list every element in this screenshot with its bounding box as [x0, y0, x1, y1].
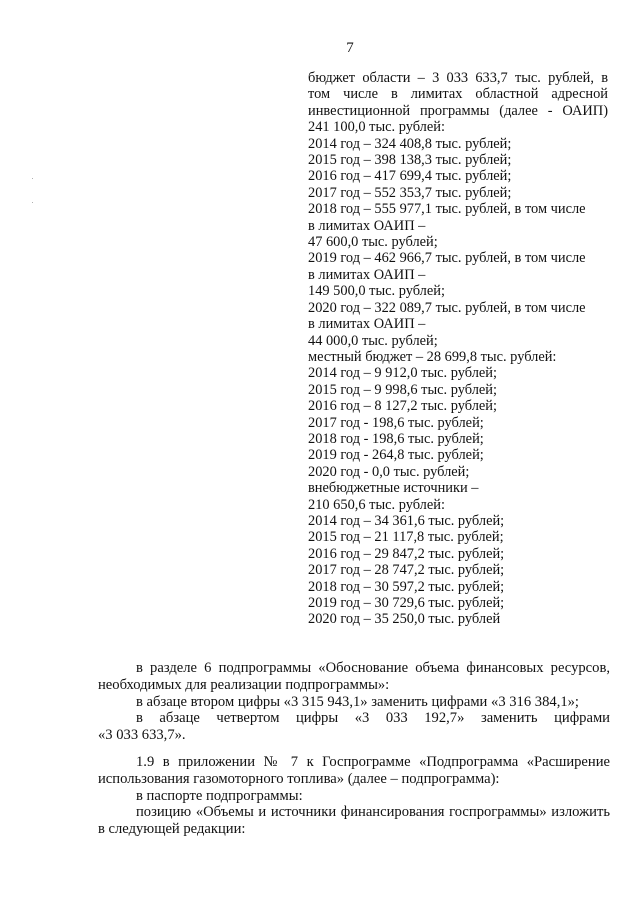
funding-line: 2016 год – 8 127,2 тыс. рублей;	[308, 398, 497, 415]
body-text	[98, 660, 610, 838]
margin-speck	[32, 202, 33, 203]
paragraph-passport: в паспорте подпрограммы:	[136, 787, 303, 804]
funding-line: бюджет области – 3 033 633,7 тыс. рублей, в	[308, 70, 608, 86]
funding-line: 2017 год - 198,6 тыс. рублей;	[308, 414, 484, 431]
page-number: 7	[346, 40, 354, 56]
funding-line: 2018 год – 30 597,2 тыс. рублей;	[308, 578, 505, 595]
funding-line: 2017 год – 28 747,2 тыс. рублей;	[308, 562, 505, 579]
funding-line: в лимитах ОАИП –	[308, 217, 426, 234]
funding-line: 241 100,0 тыс. рублей:	[308, 119, 445, 136]
funding-line: 2014 год – 34 361,6 тыс. рублей;	[308, 512, 505, 529]
paragraph-second-abzats: в абзаце втором цифры «3 315 943,1» заменить цифрами «3 316 384,1»;	[136, 693, 579, 710]
paragraph-fourth-abzats: в абзаце четвертом цифры «3 033 192,7» заменить цифрами	[136, 710, 610, 727]
funding-line: 2019 год – 30 729,6 тыс. рублей;	[308, 595, 505, 611]
funding-line: 2014 год – 324 408,8 тыс. рублей;	[308, 135, 512, 152]
funding-line: 2015 год – 21 117,8 тыс. рублей;	[308, 529, 504, 546]
funding-line: 2015 год – 398 138,3 тыс. рублей;	[308, 152, 512, 169]
funding-line: внебюджетные источники –	[308, 480, 479, 497]
funding-line: 2019 год – 462 966,7 тыс. рублей, в том числе	[308, 250, 586, 267]
paragraph-position: позицию «Объемы и источники финансирования госпрограммы» изложить в следующей редакции:	[98, 804, 610, 838]
funding-line: 2020 год – 322 089,7 тыс. рублей, в том числе	[308, 299, 586, 316]
funding-line: в лимитах ОАИП –	[308, 316, 426, 333]
funding-line: 44 000,0 тыс. рублей;	[308, 332, 438, 349]
funding-line: 2016 год – 29 847,2 тыс. рублей;	[308, 545, 505, 562]
margin-speck	[32, 178, 33, 179]
paragraph-section-6: в разделе 6 подпрограммы «Обоснование объема финансовых ресурсов, необходимых для реализации подпрограммы»:	[98, 660, 610, 693]
funding-line: 2016 год – 417 699,4 тыс. рублей;	[308, 168, 512, 185]
funding-line: в лимитах ОАИП –	[308, 266, 426, 283]
funding-line: 47 600,0 тыс. рублей;	[308, 234, 438, 251]
funding-line: том числе в лимитах областной адресной	[308, 86, 608, 103]
funding-line: 149 500,0 тыс. рублей;	[308, 283, 445, 300]
funding-line: 2018 год - 198,6 тыс. рублей;	[308, 430, 484, 447]
funding-line: 2014 год – 9 912,0 тыс. рублей;	[308, 365, 497, 382]
funding-column	[308, 70, 608, 628]
funding-line: местный бюджет – 28 699,8 тыс. рублей:	[308, 348, 557, 365]
funding-line: 210 650,6 тыс. рублей:	[308, 496, 445, 513]
funding-line: 2020 год – 35 250,0 тыс. рублей	[308, 611, 501, 628]
funding-line: 2018 год – 555 977,1 тыс. рублей, в том числе	[308, 201, 586, 218]
funding-line: 2015 год – 9 998,6 тыс. рублей;	[308, 381, 497, 398]
paragraph-item-1-9: 1.9 в приложении № 7 к Госпрограмме «Подпрограмма «Расширение использования газомоторного топлива» (далее – подпрограмма):	[98, 753, 610, 787]
funding-line: 2019 год - 264,8 тыс. рублей;	[308, 447, 484, 464]
funding-line: 2020 год - 0,0 тыс. рублей;	[308, 463, 470, 480]
paragraph-fourth-abzats-end: «3 033 633,7».	[98, 727, 186, 744]
funding-line: инвестиционной программы (далее - ОАИП)	[308, 102, 608, 119]
funding-line: 2017 год – 552 353,7 тыс. рублей;	[308, 184, 512, 201]
